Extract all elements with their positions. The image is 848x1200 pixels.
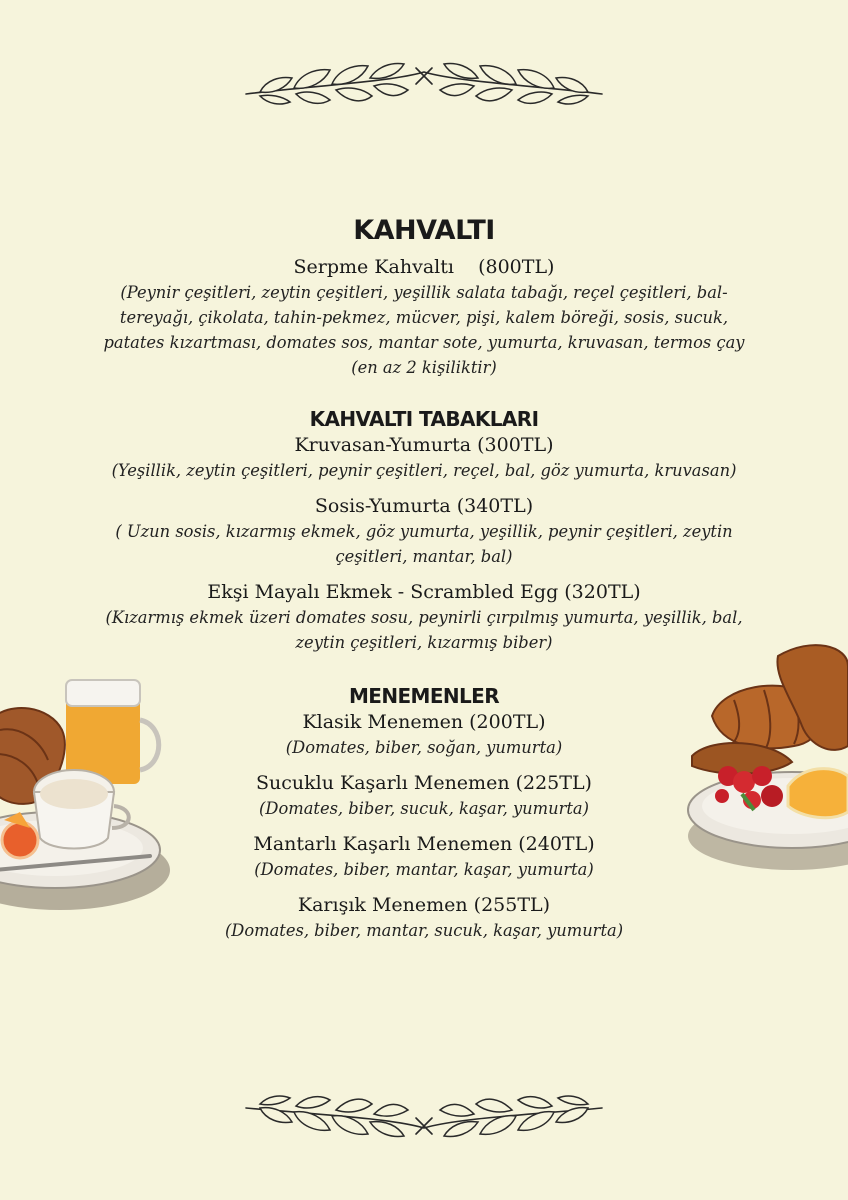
menu-item [90,579,758,655]
croissant-plate-illustration-icon [682,636,848,876]
section-kahvalti [90,214,758,380]
section-title-tabaklar: KAHVALTI TABAKLARI [309,407,539,431]
item-title: Karışık Menemen (255TL) [297,894,551,916]
section-title-menemenler: MENEMENLER [348,684,500,708]
item-desc: (Domates, biber, mantar, sucuk, kaşar, yumurta) [224,921,624,940]
menu-item [90,493,758,569]
section-kahvalti-tabaklari [90,406,758,655]
section-menemenler [90,683,758,943]
item-title: Ekşi Mayalı Ekmek - Scrambled Egg (320TL) [207,581,641,603]
item-desc: (Domates, biber, soğan, yumurta) [285,738,563,757]
item-title: Mantarlı Kaşarlı Menemen (240TL) [253,833,595,855]
item-title: Kruvasan-Yumurta (300TL) [294,434,554,456]
item-desc: (Yeşillik, zeytin çeşitleri, peynir çeşitleri, reçel, bal, göz yumurta, kruvasan) [111,461,737,480]
menu-item [90,892,758,943]
item-desc-serpme: (Peynir çeşitleri, zeytin çeşitleri, yeşillik salata tabağı, reçel çeşitleri, bal-tereyağı, çikolata, tahin-pekmez, mücver, pişi, kalem böreği, sosis, sucuk, patates kızartması, domates sos, mantar sote, yumurta, kruvasan, termos çay (en az 2 kişiliktir) [103,283,745,377]
item-title: Sosis-Yumurta (340TL) [314,495,534,517]
item-desc: (Kızarmış ekmek üzeri domates sosu, peynirli çırpılmış yumurta, yeşillik, bal, zeytin çeşitleri, kızarmış biber) [105,608,743,652]
item-title: Klasik Menemen (200TL) [302,711,546,733]
menu-content [90,214,758,953]
menu-item [90,831,758,882]
menu-item [90,770,758,821]
item-title-serpme: Serpme Kahvaltı (800TL) [293,256,555,278]
section-title-kahvalti: KAHVALTI [353,215,495,246]
item-desc: (Domates, biber, mantar, kaşar, yumurta) [254,860,594,879]
leaf-ornament-top-icon [240,56,608,112]
breakfast-plate-illustration-icon [0,670,180,940]
item-title: Sucuklu Kaşarlı Menemen (225TL) [256,772,592,794]
menu-item [90,432,758,483]
item-desc: (Domates, biber, sucuk, kaşar, yumurta) [259,799,589,818]
menu-item [90,709,758,760]
leaf-ornament-bottom-icon [240,1086,608,1142]
item-desc: ( Uzun sosis, kızarmış ekmek, göz yumurta, yeşillik, peynir çeşitleri, zeytin çeşitleri, mantar, bal) [115,522,733,566]
